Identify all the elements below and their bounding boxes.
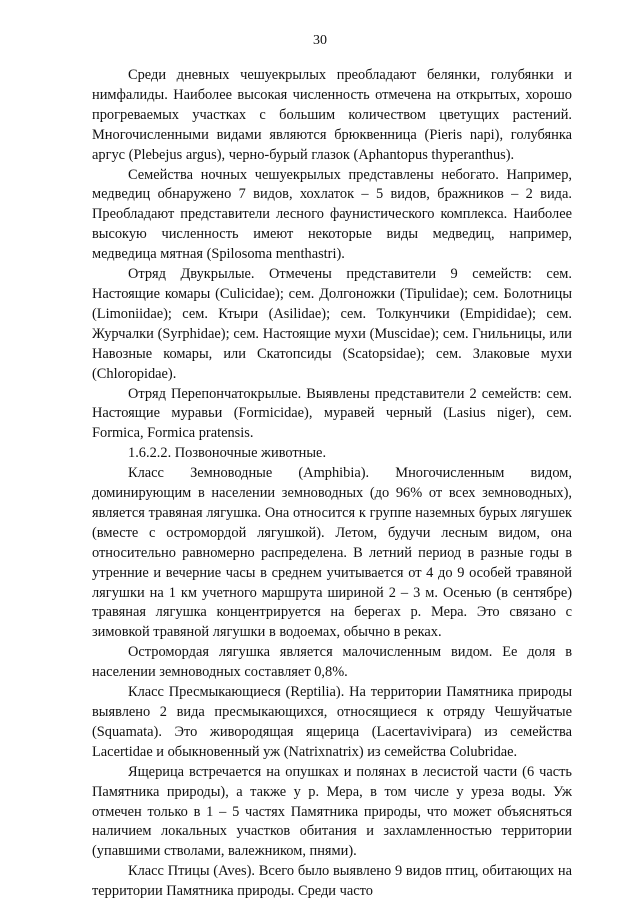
paragraph-moor-frog: Остромордая лягушка является малочисленным видом. Ее доля в населении земноводных составляет 0,8%. [92, 644, 572, 681]
paragraph-lizard-habitat: Ящерица встречается на опушках и полянах в лесистой части (6 часть Памятника природы), а также у р. Мера, в том числе у уреза воды. Уж отмечен только в 1 – 5 частях Памятника природы, что может объясняться наличием локальных участков обитания и захламленностью территории (упавшими стволами, валежником, пнями). [92, 763, 572, 860]
section-heading-vertebrates: 1.6.2.2. Позвоночные животные. [128, 445, 327, 462]
page-number: 30 [313, 33, 327, 48]
paragraph-diurnal-lepidoptera: Среди дневных чешуекрылых преобладают белянки, голубянки и нимфалиды. Наиболее высокая численность отмечена на открытых, хорошо прогреваемых участках с большим количеством цветущих растений. Многочисленными видами являются брюквенница (Pieris napi), голубянка аргус (Plebejus argus), черно-бурый глазок (Aphantopus thyperanthus). [92, 67, 572, 163]
paragraph-amphibia: Класс Земноводные (Amphibia). Многочисленным видом, доминирующим в населении земноводных (до 96% от всех земноводных), является травяная лягушка. Она относится к группе наземных бурых лягушек (вместе с остромордой лягушкой). Летом, будучи леcным видом, она относительно равномерно распределена. В летний период в разные годы в утренние и вечерние часы в среднем учитывается от 4 до 9 особей травяной лягушки на 1 км учетного маршрута шириной 2 – 3 м. Осенью (в сентябре) травяная лягушка концентрируется на берегах р. Мера. Это связано с зимовкой травяной лягушки в водоемах, обычно в реках. [92, 465, 572, 641]
paragraph-nocturnal-lepidoptera: Семейства ночных чешуекрылых представлены небогато. Например, медведиц обнаружено 7 видов, хохлаток – 5 видов, бражников – 2 вида. Преобладают представители лесного фаунистического комплекса. Наиболее высокую численность имеют некоторые виды медведиц, например, медведица мятная (Spilosoma menthastri). [92, 166, 572, 263]
page-body [92, 66, 572, 902]
paragraph-diptera: Отряд Двукрылые. Отмечены представители 9 семейств: сем. Настоящие комары (Culicidae); сем. Долгоножки (Tipulidae); сем. Болотницы (Limoniidae); сем. Ктыри (Asilidae); сем. Толкунчики (Empididae); сем. Журчалки (Syrphidae); сем. Настоящие мухи (Muscidae); сем. Гнильницы, или Навозные комары, или Скатопсиды (Scatopsidae); сем. Злаковые мухи (Chloropidae). [92, 266, 572, 382]
paragraph-reptilia: Класс Пресмыкающиеся (Reptilia). На территории Памятника природы выявлено 2 вида пресмыкающихся, относящиеся к отряду Чешуйчатые (Squamata). Это живородящая ящерица (Lacertavivipara) из семейства Lacertidae и обыкновенный уж (Natrixnatrix) из семейства Colubridae. [92, 684, 572, 760]
paragraph-hymenoptera: Отряд Перепончатокрылые. Выявлены представители 2 семейств: сем. Настоящие муравьи (Formicidae), муравей черный (Lasius niger), сем. Formica, Formica pratensis. [92, 385, 572, 442]
paragraph-aves: Класс Птицы (Aves). Всего было выявлено 9 видов птиц, обитающих на территории Памятника природы. Среди часто [92, 863, 572, 900]
